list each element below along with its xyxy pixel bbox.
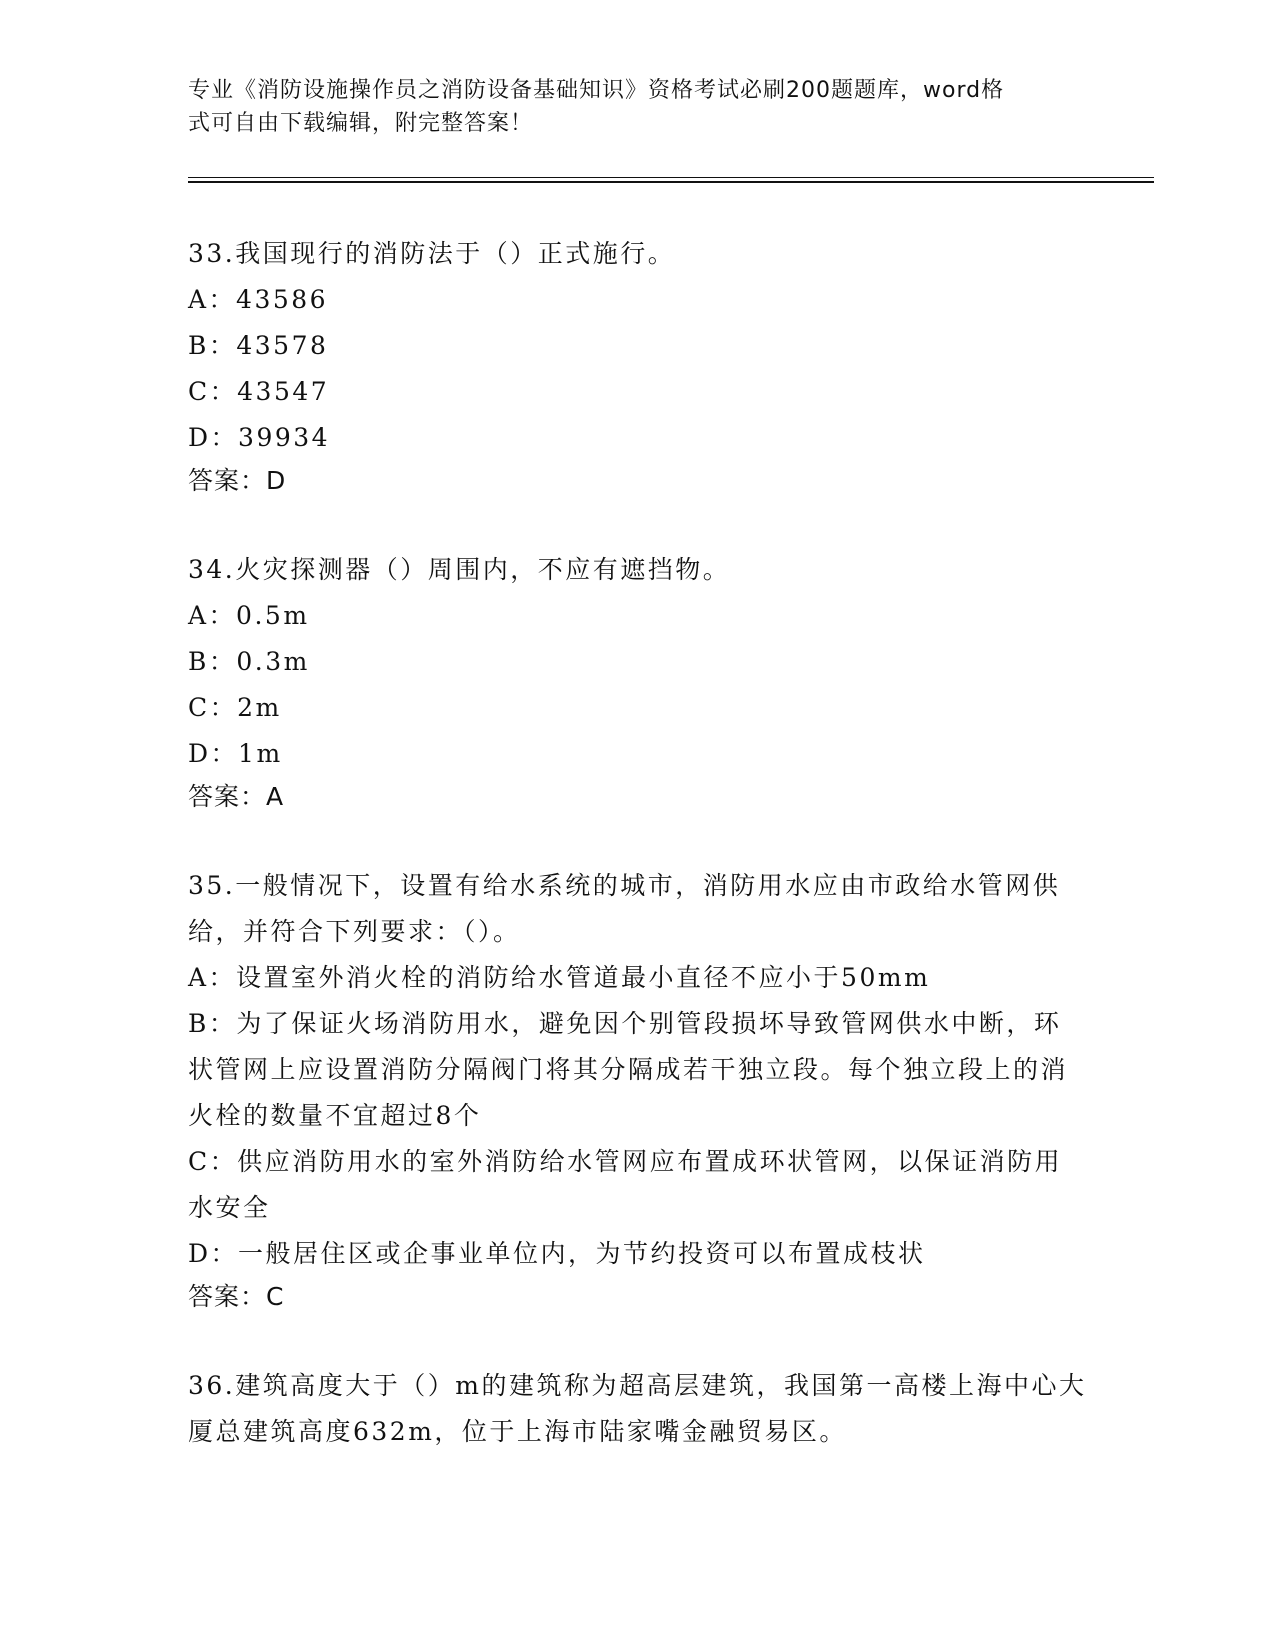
option-d: D：39934 xyxy=(188,423,331,452)
option-c: C：43547 xyxy=(188,377,330,406)
header-rule-thin xyxy=(188,177,1154,178)
question-stem: 35.一般情况下，设置有给水系统的城市，消防用水应由市政给水管网供给，并符合下列要求：（）。 xyxy=(188,871,1061,946)
option-a: A：43586 xyxy=(188,285,329,314)
question-stem: 33.我国现行的消防法于（）正式施行。 xyxy=(188,239,676,268)
question-stem: 34.火灾探测器（）周围内，不应有遮挡物。 xyxy=(188,555,731,584)
answer-line: 答案：A xyxy=(188,782,285,811)
option-c: C：供应消防用水的室外消防给水管网应布置成环状管网，以保证消防用水安全 xyxy=(188,1147,1063,1222)
question-34 xyxy=(188,547,1088,817)
header-rule-thick xyxy=(188,181,1154,183)
answer-line: 答案：C xyxy=(188,1282,285,1311)
question-33 xyxy=(188,231,1088,501)
option-a: A：0.5m xyxy=(188,601,310,630)
option-d: D：1m xyxy=(188,739,283,768)
header-line-2: 式可自由下载编辑，附完整答案！ xyxy=(188,111,534,136)
option-d: D：一般居住区或企事业单位内，为节约投资可以布置成枝状 xyxy=(188,1239,926,1268)
option-b: B：43578 xyxy=(188,331,329,360)
header-line-1: 专业《消防设施操作员之消防设备基础知识》资格考试必刷200题题库，word格 xyxy=(188,78,1005,103)
document-header xyxy=(188,74,1088,140)
option-c: C：2m xyxy=(188,693,282,722)
question-stem: 36.建筑高度大于（）m的建筑称为超高层建筑，我国第一高楼上海中心大厦总建筑高度632m，位于上海市陆家嘴金融贸易区。 xyxy=(188,1371,1087,1446)
question-36 xyxy=(188,1363,1088,1455)
option-b: B：0.3m xyxy=(188,647,310,676)
question-35 xyxy=(188,863,1088,1317)
question-list xyxy=(188,231,1088,1501)
answer-line: 答案：D xyxy=(188,466,287,495)
option-a: A：设置室外消火栓的消防给水管道最小直径不应小于50mm xyxy=(188,963,931,992)
option-b: B：为了保证火场消防用水，避免因个别管段损坏导致管网供水中断，环状管网上应设置消防分隔阀门将其分隔成若干独立段。每个独立段上的消火栓的数量不宜超过8个 xyxy=(188,1009,1069,1130)
